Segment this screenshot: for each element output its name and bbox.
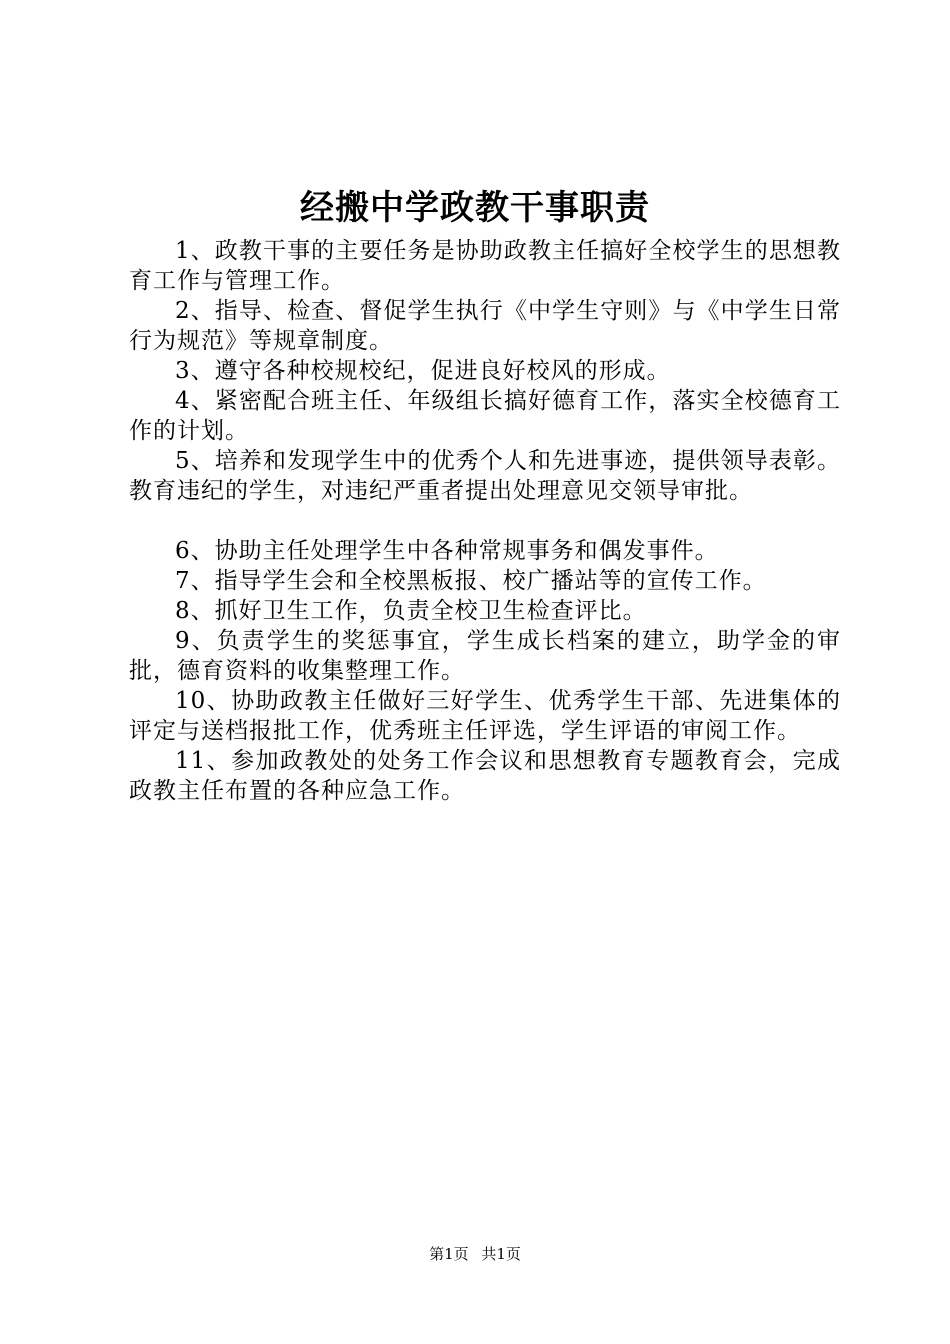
paragraph-10: 10、协助政教主任做好三好学生、优秀学生干部、先进集体的评定与送档报批工作，优秀班主任评选，学生评语的审阅工作。 — [129, 688, 841, 744]
paragraph-7: 7、指导学生会和全校黑板报、校广播站等的宣传工作。 — [175, 568, 767, 594]
paragraph-8: 8、抓好卫生工作，负责全校卫生检查评比。 — [175, 598, 647, 624]
paragraph-2: 2、指导、检查、督促学生执行《中学生守则》与《中学生日常行为规范》等规章制度。 — [129, 298, 841, 354]
document-body — [129, 236, 841, 806]
paragraph-1: 1、政教干事的主要任务是协助政教主任搞好全校学生的思想教育工作与管理工作。 — [129, 238, 841, 294]
page-number-current: 第1页 — [429, 1245, 469, 1263]
paragraph-5: 5、培养和发现学生中的优秀个人和先进事迹，提供领导表彰。教育违纪的学生，对违纪严重者提出处理意见交领导审批。 — [129, 448, 841, 504]
document-title: 经搬中学政教干事职责 — [300, 188, 650, 228]
paragraph-3: 3、遵守各种校规校纪，促进良好校风的形成。 — [175, 358, 671, 384]
paragraph-11: 11、参加政教处的处务工作会议和思想教育专题教育会，完成政教主任布置的各种应急工作。 — [129, 748, 841, 804]
paragraph-4: 4、紧密配合班主任、年级组长搞好德育工作，落实全校德育工作的计划。 — [129, 388, 841, 444]
paragraph-6: 6、协助主任处理学生中各种常规事务和偶发事件。 — [175, 538, 719, 564]
paragraph-9: 9、负责学生的奖惩事宜，学生成长档案的建立，助学金的审批，德育资料的收集整理工作。 — [129, 628, 841, 684]
page-footer — [0, 1244, 950, 1264]
page-number-total: 共1页 — [481, 1245, 521, 1263]
